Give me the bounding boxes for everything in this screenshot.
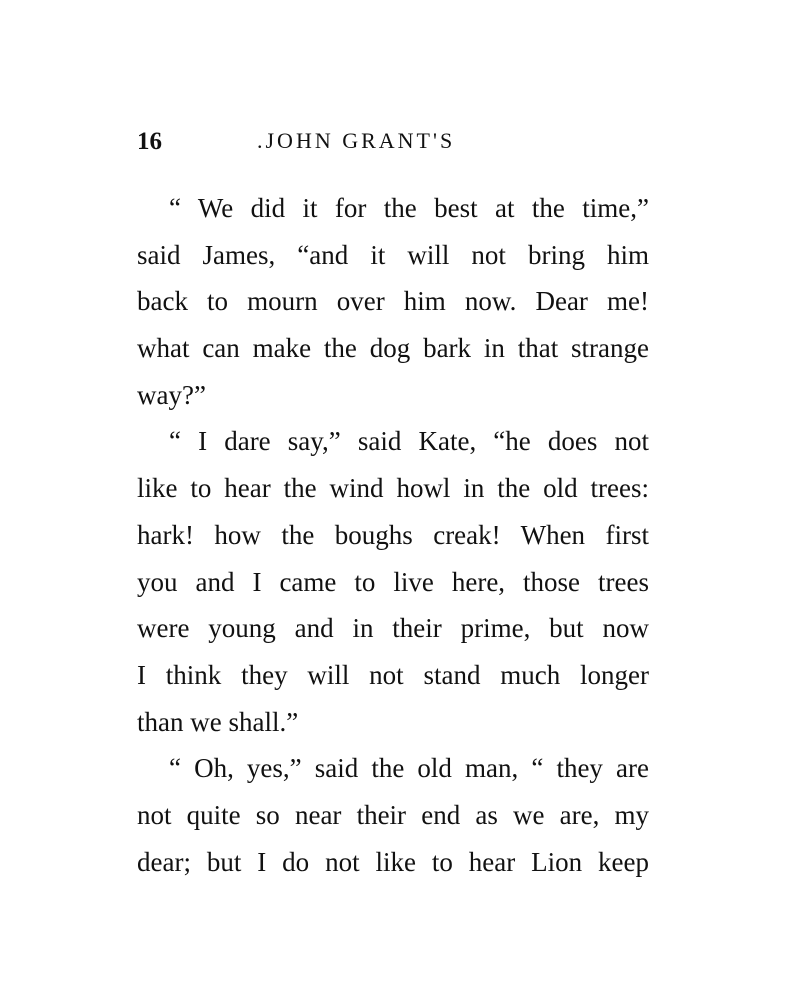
- text-line: were young and in their prime, but now: [137, 613, 649, 644]
- running-title: .JOHN GRANT'S: [257, 128, 456, 153]
- running-head: [137, 128, 649, 164]
- text-line: said James, “and it will not bring him: [137, 239, 649, 270]
- text-line: hark! how the boughs creak! When first: [137, 519, 649, 550]
- text-line: you and I came to live here, those trees: [137, 566, 649, 597]
- text-line: what can make the dog bark in that strange: [137, 333, 649, 364]
- text-line: “ Oh, yes,” said the old man, “ they are: [169, 753, 649, 784]
- text-line: I think they will not stand much longer: [137, 659, 649, 690]
- text-line: like to hear the wind howl in the old trees:: [137, 473, 649, 504]
- text-line: dear; but I do not like to hear Lion keep: [137, 846, 649, 877]
- body-text: [137, 185, 649, 885]
- text-line: than we shall.”: [137, 706, 299, 737]
- text-line: “ I dare say,” said Kate, “he does not: [169, 426, 649, 457]
- text-line: “ We did it for the best at the time,”: [169, 193, 649, 223]
- text-line: not quite so near their end as we are, my: [137, 799, 649, 830]
- text-line: back to mourn over him now. Dear me!: [137, 286, 649, 317]
- page-number: 16: [137, 128, 162, 155]
- text-line: way?”: [137, 379, 206, 410]
